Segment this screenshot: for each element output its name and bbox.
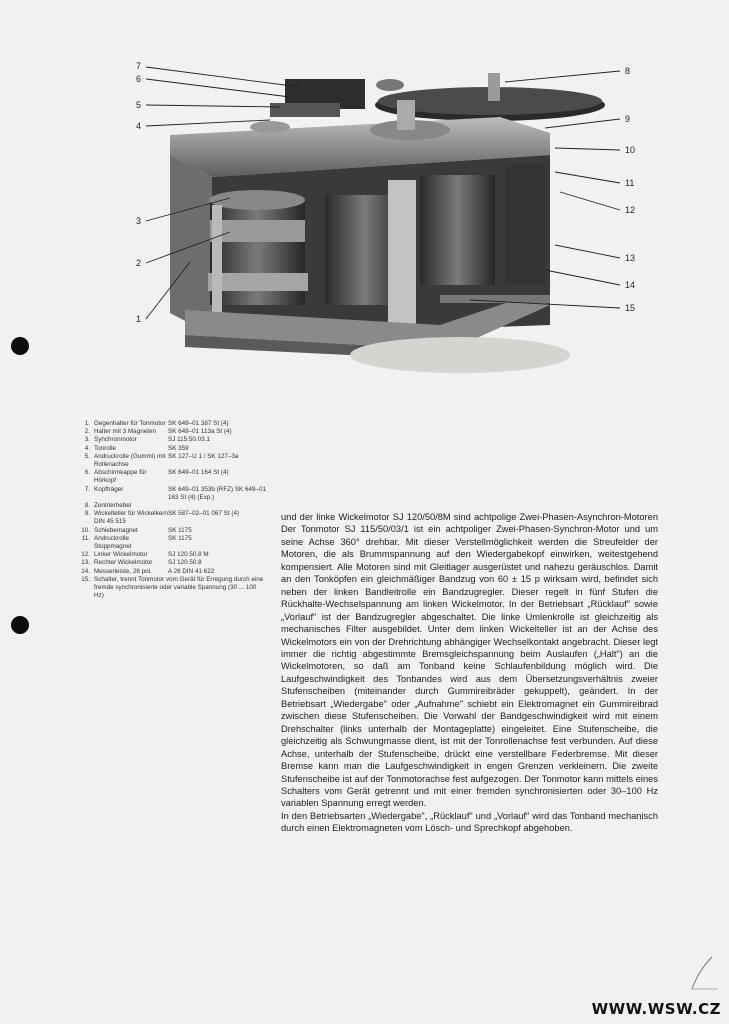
parts-row	[78, 428, 278, 436]
part-name: Zentrierhebel	[94, 502, 132, 510]
description-text	[281, 511, 658, 835]
description-paragraph-2: In den Betriebsarten „Wiedergabe", „Rücklauf" und „Vorlauf" wird das Tonband mechanisch durch einen Elektromagneten vom Lösch- und Sprechkopf abgehoben.	[281, 810, 658, 834]
part-number: 8.	[84, 502, 90, 510]
parts-row	[78, 486, 278, 502]
callout-11: 11	[625, 178, 635, 188]
parts-row	[78, 436, 278, 444]
part-name: Kopfträger	[94, 485, 124, 493]
part-code: SK 1175	[168, 526, 192, 534]
part-code: A 26 DIN 41 622	[168, 567, 215, 575]
callout-3: 3	[136, 216, 142, 226]
callout-10: 10	[625, 145, 636, 155]
part-name: Abschirmkappe für Hörkopf	[94, 469, 147, 485]
part-number: 4.	[84, 444, 90, 452]
parts-row	[78, 510, 278, 526]
parts-row	[78, 568, 278, 576]
part-name: Linker Wickelmotor	[94, 551, 148, 559]
part-name: Schalter, trennt Tonmotor vom Gerät für Erregung durch eine fremde synchronisierte oder variable Spannung (30 ... 100 Hz)	[94, 575, 264, 600]
part-name: Wickelteller für Wickelkern DIN 45 515	[94, 510, 168, 526]
part-number: 9.	[84, 510, 90, 518]
part-name: Andruckrolle (Gummi) mit Rollenachse	[94, 452, 166, 469]
part-name: Gegenhalter für Tonmotor	[94, 420, 166, 427]
parts-row	[78, 445, 278, 453]
part-number: 2.	[84, 428, 90, 436]
website-watermark: WWW.WSW.CZ	[591, 1000, 721, 1018]
callout-14: 14	[625, 280, 636, 290]
parts-row	[78, 559, 278, 567]
callout-15: 15	[625, 303, 636, 313]
parts-row	[78, 551, 278, 559]
part-number: 12.	[81, 551, 90, 559]
part-name: Andruckrolle Stoppmagnet	[94, 534, 132, 551]
binder-hole-top	[11, 337, 29, 355]
part-number: 5.	[84, 452, 90, 460]
part-name: Halter mit 3 Magneten	[94, 428, 156, 436]
parts-row	[78, 453, 278, 469]
part-number: 1.	[84, 420, 90, 427]
tape-recorder-photo	[120, 55, 640, 385]
part-number: 11.	[81, 534, 90, 542]
part-code: SK 649–01 387 St (4)	[168, 420, 229, 427]
part-number: 14.	[81, 567, 90, 575]
callout-12: 12	[625, 205, 636, 215]
part-code: SK 649–01 113a St (4)	[168, 428, 232, 436]
callout-8: 8	[625, 66, 631, 76]
part-number: 10.	[81, 526, 90, 534]
callout-4: 4	[136, 121, 142, 131]
part-code: SK 649–01 353b (RFZ) SK 649–01 163 St (4) (Exp.)	[168, 485, 267, 501]
part-code: SK 1175	[168, 534, 192, 542]
parts-row	[78, 420, 278, 428]
part-name: Synchronmotor	[94, 436, 137, 444]
part-code: SJ 115.50.03.1	[168, 436, 210, 444]
parts-row	[78, 527, 278, 535]
part-number: 15.	[81, 575, 90, 583]
binder-hole-bottom	[11, 616, 29, 634]
part-code	[168, 502, 278, 510]
part-number: 3.	[84, 436, 90, 444]
callout-9: 9	[625, 114, 631, 124]
part-code: SK 359	[168, 444, 189, 452]
parts-row	[78, 576, 278, 601]
corner-pencil-mark	[682, 955, 722, 995]
callout-7: 7	[136, 61, 142, 71]
description-paragraph-1: und der linke Wickelmotor SJ 120/50/8M sind achtpolige Zwei-Phasen-Asynchron-Motoren Der Tonmotor SJ 115/50/03/1 ist ein achtpoliger Zwei-Phasen-Synchron-Motor und um seine Achse 360° drehbar. Mit dieser Verstellmöglichkeit werden die Streufelder der Motoren, die als Brummspannung auf den Wiedergabekopf einwirken, weitestgehend kompensiert. Alle Motoren sind mit Gleitlager ausgerüstet und nahezu geräuschlos. Damit an den Tonköpfen ein gleichmäßiger Bandzug von 60 ± 15 p wirksam wird, befindet sich neben der linken Bandleitrolle ein Bandzugregler. Dieser regelt in fünf Stufen die Rückhalte-Wechselspannung am linken Wickelmotor. In der Betriebsart „Rücklauf" sowie „Vorlauf" ist der Bandzugregler abgeschaltet. Die linke Umlenkrolle ist gleichzeitig als mechanisches Filter ausgebildet. Unter dem linken Wickelteller ist an der Achse des Wickelmotors ein von der Drehrichtung abhängiger Wechselkontakt angebracht. Dieser legt immer die richtig abgestimmte Bremsgleichspannung beim Auslaufen („Halt") an die Wickelmotoren, so daß am Tonband keine Schlaufenbildung möglich wird. Die Laufgeschwindigkeit des Tonbandes wird aus dem Übersetzungsverhältnis zweier Stufenscheiben (miteinander durch Gummireibräder gekuppelt), geändert. In der Betriebsart „Wiedergabe" oder „Aufnahme" schiebt ein Elektromagnet ein Gummireibrad zwischen diese Stufenscheiben. Die Vorwahl der Bandgeschwindigkeit wird mit einem Drehschalter (links unterhalb der Montageplatte) eingeleitet. Eine Stufenscheibe, die gleichzeitig als Schwungmasse dient, ist mit der Tonrollenachse fest verbunden. Auf diese Achse, unterhalb der Stufenscheibe, drückt eine verstellbare Federbremse. Mit dieser Bremse kann man die Laufgeschwindigkeit in engen Grenzen verkleinern. Die zweite Stufenscheibe ist auf der Tonmotorachse fest aufgezogen. Der Tonmotor kann mittels eines Schalters vom Gerät getrennt und mit einer fremden synchronisierten oder 30–100 Hz variablen Spannung erregt werden.	[281, 512, 658, 809]
parts-row	[78, 535, 278, 551]
parts-row	[78, 469, 278, 485]
parts-list	[78, 420, 278, 600]
parts-row	[78, 502, 278, 510]
callout-13: 13	[625, 253, 636, 263]
part-code	[264, 576, 278, 601]
part-code: SJ 120.50.8 M	[168, 551, 209, 559]
part-number: 7.	[84, 485, 90, 493]
part-name: Tonrolle	[94, 444, 117, 452]
part-name: Rechter Wickelmotor	[94, 559, 153, 567]
callout-6: 6	[136, 74, 142, 84]
part-code: SK 649–01 164 St (4)	[168, 469, 229, 477]
part-code: SJ 120.50.8	[168, 559, 202, 567]
callout-2: 2	[136, 258, 142, 268]
part-code: SK 587–02–01 067 St (4)	[168, 510, 240, 518]
part-number: 6.	[84, 469, 90, 477]
part-name: Schiebemagnet	[94, 526, 138, 534]
part-name: Messerleiste, 26 pol.	[94, 567, 152, 575]
callout-5: 5	[136, 100, 142, 110]
part-number: 13.	[81, 559, 90, 567]
callout-1: 1	[136, 314, 142, 324]
part-code: SK 127–U 1 / SK 127–3a	[168, 452, 239, 460]
